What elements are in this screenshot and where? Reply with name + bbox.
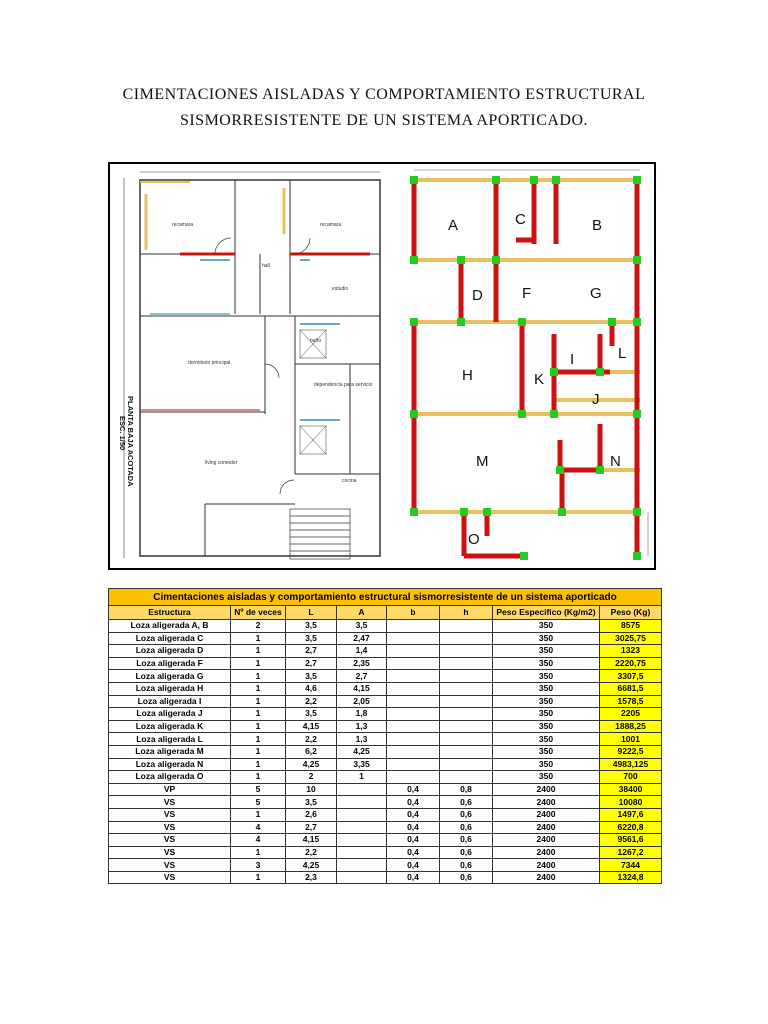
table-header-cell: L	[286, 606, 337, 620]
table-cell: 0,8	[440, 783, 493, 796]
table-cell: 2,6	[286, 808, 337, 821]
table-cell: 350	[493, 708, 600, 721]
table-cell	[337, 859, 387, 872]
structure-plan	[410, 170, 648, 560]
table-cell: 2,7	[286, 657, 337, 670]
table-cell: 2	[286, 771, 337, 784]
table-cell	[440, 720, 493, 733]
table-cell: Loza aligerada C	[109, 632, 231, 645]
slab-label-L: L	[618, 345, 627, 362]
table-cell	[440, 695, 493, 708]
table-cell: 4,25	[286, 859, 337, 872]
table-cell: 3,35	[337, 758, 387, 771]
table-cell: 4,15	[286, 834, 337, 847]
table-cell: 2,2	[286, 733, 337, 746]
table-cell: 1	[231, 720, 286, 733]
slab-label-M: M	[476, 453, 489, 470]
table-cell: 0,4	[387, 834, 440, 847]
room-cocina: cocina	[342, 478, 357, 484]
table-cell: 0,4	[387, 796, 440, 809]
table-row	[109, 745, 662, 758]
table-cell: 4,15	[286, 720, 337, 733]
table-cell: 1	[231, 758, 286, 771]
table-header-cell: Nº de veces	[231, 606, 286, 620]
room-living: living comedor	[205, 460, 238, 466]
table-cell: 3	[231, 859, 286, 872]
table-row	[109, 670, 662, 683]
table-cell: VS	[109, 871, 231, 884]
slab-label-B: B	[592, 217, 603, 234]
table-cell: 0,6	[440, 834, 493, 847]
table-cell: 3,5	[286, 620, 337, 633]
floor-plan-scale: ESC. 1/50	[118, 416, 127, 451]
slab-label-G: G	[590, 285, 602, 302]
table-cell: VS	[109, 808, 231, 821]
table-cell	[387, 645, 440, 658]
peso-cell: 3307,5	[600, 670, 662, 683]
table-row	[109, 796, 662, 809]
table-cell: 350	[493, 682, 600, 695]
table-cell: 2400	[493, 834, 600, 847]
table-cell: VS	[109, 821, 231, 834]
slab-label-D: D	[472, 287, 483, 304]
table-cell	[337, 821, 387, 834]
peso-cell: 1888,25	[600, 720, 662, 733]
table-cell: 2400	[493, 808, 600, 821]
room-recamara-left: recamara	[172, 222, 194, 228]
table-cell	[337, 834, 387, 847]
table-cell: 2,7	[286, 645, 337, 658]
table-cell: 1	[231, 708, 286, 721]
peso-cell: 1497,6	[600, 808, 662, 821]
table-cell: 1	[231, 846, 286, 859]
table-cell: VS	[109, 796, 231, 809]
table-cell	[440, 745, 493, 758]
table-cell: 2400	[493, 859, 600, 872]
floor-plan-label: PLANTA BAJA ACOTADA	[126, 396, 135, 487]
table-cell: 350	[493, 620, 600, 633]
table-cell: Loza aligerada I	[109, 695, 231, 708]
table-cell: 1	[231, 632, 286, 645]
table-cell: 1	[231, 695, 286, 708]
table-header-cell: Peso (Kg)	[600, 606, 662, 620]
table-cell: Loza aligerada M	[109, 745, 231, 758]
table-cell: 350	[493, 670, 600, 683]
table-cell	[387, 695, 440, 708]
table-cell: Loza aligerada K	[109, 720, 231, 733]
table-cell: 0,4	[387, 821, 440, 834]
table-caption: Cimentaciones aisladas y comportamiento estructural sismorresistente de un sistema aporticado	[109, 589, 662, 606]
table-cell	[387, 682, 440, 695]
table-cell: Loza aligerada G	[109, 670, 231, 683]
table-cell	[337, 783, 387, 796]
peso-cell: 38400	[600, 783, 662, 796]
table-cell: 2,05	[337, 695, 387, 708]
table-body	[109, 620, 662, 884]
table-cell: 4,6	[286, 682, 337, 695]
slab-label-J: J	[592, 391, 600, 408]
table-cell: 350	[493, 632, 600, 645]
table-cell: 10	[286, 783, 337, 796]
table-cell	[337, 796, 387, 809]
table-cell	[440, 758, 493, 771]
slab-label-K: K	[534, 371, 545, 388]
table-cell	[440, 670, 493, 683]
floor-plan	[124, 172, 380, 559]
table-cell: VS	[109, 859, 231, 872]
table-cell	[337, 846, 387, 859]
table-cell	[387, 670, 440, 683]
table-cell	[387, 745, 440, 758]
table-cell	[440, 645, 493, 658]
table-cell: 1	[231, 771, 286, 784]
table-cell	[440, 682, 493, 695]
table-cell: 2,2	[286, 846, 337, 859]
slab-label-C: C	[515, 211, 526, 228]
peso-cell: 1324,8	[600, 871, 662, 884]
table-cell: 1	[231, 657, 286, 670]
table-cell: 350	[493, 645, 600, 658]
table-row	[109, 821, 662, 834]
table-cell	[337, 871, 387, 884]
peso-cell: 2205	[600, 708, 662, 721]
slab-label-A: A	[448, 217, 459, 234]
room-estudio: estudio	[332, 286, 349, 292]
table-cell: 350	[493, 758, 600, 771]
table-cell: 1,3	[337, 733, 387, 746]
table-cell: 3,5	[337, 620, 387, 633]
peso-cell: 9561,6	[600, 834, 662, 847]
table-cell: Loza aligerada N	[109, 758, 231, 771]
table-cell: Loza aligerada J	[109, 708, 231, 721]
peso-cell: 1578,5	[600, 695, 662, 708]
table-cell	[387, 620, 440, 633]
document-title-line-1: CIMENTACIONES AISLADAS Y COMPORTAMIENTO ESTRUCTURAL	[122, 86, 646, 103]
peso-cell: 1001	[600, 733, 662, 746]
table-header-cell: Peso Especifico (Kg/m2)	[493, 606, 600, 620]
table-cell: 1	[231, 670, 286, 683]
plans-figure	[108, 162, 656, 570]
table-cell: 2400	[493, 846, 600, 859]
table-cell: 3,5	[286, 670, 337, 683]
table-row	[109, 859, 662, 872]
peso-cell: 9222,5	[600, 745, 662, 758]
table-cell: 1,3	[337, 720, 387, 733]
peso-cell: 1267,2	[600, 846, 662, 859]
table-cell: 4	[231, 834, 286, 847]
table-cell: 5	[231, 796, 286, 809]
room-bano: baño	[310, 338, 322, 344]
table-cell: 350	[493, 695, 600, 708]
weights-table	[108, 588, 662, 884]
slab-label-O: O	[468, 531, 480, 548]
table-cell	[387, 720, 440, 733]
table-cell: 350	[493, 733, 600, 746]
table-cell	[387, 657, 440, 670]
table-cell: 1	[337, 771, 387, 784]
table-cell	[440, 632, 493, 645]
table-cell: 0,4	[387, 859, 440, 872]
room-dormitorio: dormitorio principal	[188, 360, 231, 366]
table-cell: 0,6	[440, 846, 493, 859]
table-cell: 0,6	[440, 859, 493, 872]
table-cell: 1	[231, 808, 286, 821]
table-cell: VP	[109, 783, 231, 796]
table-cell	[387, 632, 440, 645]
table-cell	[387, 771, 440, 784]
room-recamara-right: recamara	[320, 222, 342, 228]
table-cell	[440, 708, 493, 721]
table-header-row	[109, 606, 662, 620]
table-cell	[387, 758, 440, 771]
table-cell: 0,4	[387, 808, 440, 821]
table-cell	[440, 657, 493, 670]
table-cell: Loza aligerada D	[109, 645, 231, 658]
table-cell: 3,5	[286, 708, 337, 721]
peso-cell: 700	[600, 771, 662, 784]
table-header-cell: b	[387, 606, 440, 620]
table-cell: 4,15	[337, 682, 387, 695]
table-cell: 2,35	[337, 657, 387, 670]
table-cell: VS	[109, 834, 231, 847]
slab-label-I: I	[570, 351, 575, 368]
table-cell: 2,3	[286, 871, 337, 884]
table-row	[109, 758, 662, 771]
table-cell: VS	[109, 846, 231, 859]
table-cell: 1,8	[337, 708, 387, 721]
peso-cell: 4983,125	[600, 758, 662, 771]
table-cell: Loza aligerada O	[109, 771, 231, 784]
table-cell: 1	[231, 682, 286, 695]
table-cell: 0,6	[440, 808, 493, 821]
table-cell: 350	[493, 657, 600, 670]
table-row	[109, 783, 662, 796]
table-header-cell: h	[440, 606, 493, 620]
table-cell: 2400	[493, 871, 600, 884]
table-cell: 2,7	[286, 821, 337, 834]
slab-label-H: H	[462, 367, 473, 384]
table-cell: 4,25	[337, 745, 387, 758]
document-title-line-2: SISMORRESISTENTE DE UN SISTEMA APORTICADO.	[179, 112, 589, 129]
table-row	[109, 708, 662, 721]
table-cell: 1	[231, 871, 286, 884]
table-cell: 0,6	[440, 871, 493, 884]
table-cell	[387, 733, 440, 746]
table-cell: 350	[493, 771, 600, 784]
peso-cell: 2220,75	[600, 657, 662, 670]
table-row	[109, 834, 662, 847]
table-row	[109, 645, 662, 658]
table-cell: 1,4	[337, 645, 387, 658]
table-cell: 350	[493, 745, 600, 758]
peso-cell: 3025,75	[600, 632, 662, 645]
peso-cell: 10080	[600, 796, 662, 809]
table-row	[109, 632, 662, 645]
table-cell: 2,2	[286, 695, 337, 708]
table-row	[109, 720, 662, 733]
table-row	[109, 695, 662, 708]
peso-cell: 6220,8	[600, 821, 662, 834]
table-cell: 2400	[493, 796, 600, 809]
table-cell: 0,4	[387, 783, 440, 796]
table-cell: 3,5	[286, 796, 337, 809]
room-dependencia: dependencia para servicio	[314, 382, 373, 388]
table-row	[109, 871, 662, 884]
table-cell: Loza aligerada L	[109, 733, 231, 746]
table-cell: 5	[231, 783, 286, 796]
table-cell	[440, 733, 493, 746]
table-cell: 3,5	[286, 632, 337, 645]
table-cell: 1	[231, 745, 286, 758]
table-cell: 6,2	[286, 745, 337, 758]
plans-drawing	[110, 164, 654, 568]
table-cell: 2,47	[337, 632, 387, 645]
peso-cell: 6681,5	[600, 682, 662, 695]
table-cell: 0,6	[440, 821, 493, 834]
table-cell: Loza aligerada F	[109, 657, 231, 670]
table-cell: 0,4	[387, 871, 440, 884]
table-cell: 4	[231, 821, 286, 834]
table-row	[109, 682, 662, 695]
table-cell: 2400	[493, 783, 600, 796]
peso-cell: 1323	[600, 645, 662, 658]
table-cell	[387, 708, 440, 721]
table-cell: 2400	[493, 821, 600, 834]
table-cell: 1	[231, 733, 286, 746]
weights-table-wrapper	[108, 588, 661, 884]
peso-cell: 8575	[600, 620, 662, 633]
table-cell: 0,6	[440, 796, 493, 809]
peso-cell: 7344	[600, 859, 662, 872]
table-cell: 2,7	[337, 670, 387, 683]
table-cell: 350	[493, 720, 600, 733]
table-cell: 4,25	[286, 758, 337, 771]
table-cell	[440, 771, 493, 784]
table-row	[109, 733, 662, 746]
table-row	[109, 657, 662, 670]
table-cell: Loza aligerada A, B	[109, 620, 231, 633]
table-row	[109, 620, 662, 633]
table-row	[109, 846, 662, 859]
table-header-cell: A	[337, 606, 387, 620]
slab-label-N: N	[610, 453, 621, 470]
slab-label-F: F	[522, 285, 532, 302]
table-row	[109, 808, 662, 821]
table-cell: 2	[231, 620, 286, 633]
table-row	[109, 771, 662, 784]
table-header-cell: Estructura	[109, 606, 231, 620]
room-hall: hall	[262, 263, 270, 269]
table-cell: Loza aligerada H	[109, 682, 231, 695]
table-cell	[337, 808, 387, 821]
table-cell	[440, 620, 493, 633]
table-cell: 1	[231, 645, 286, 658]
table-cell: 0,4	[387, 846, 440, 859]
